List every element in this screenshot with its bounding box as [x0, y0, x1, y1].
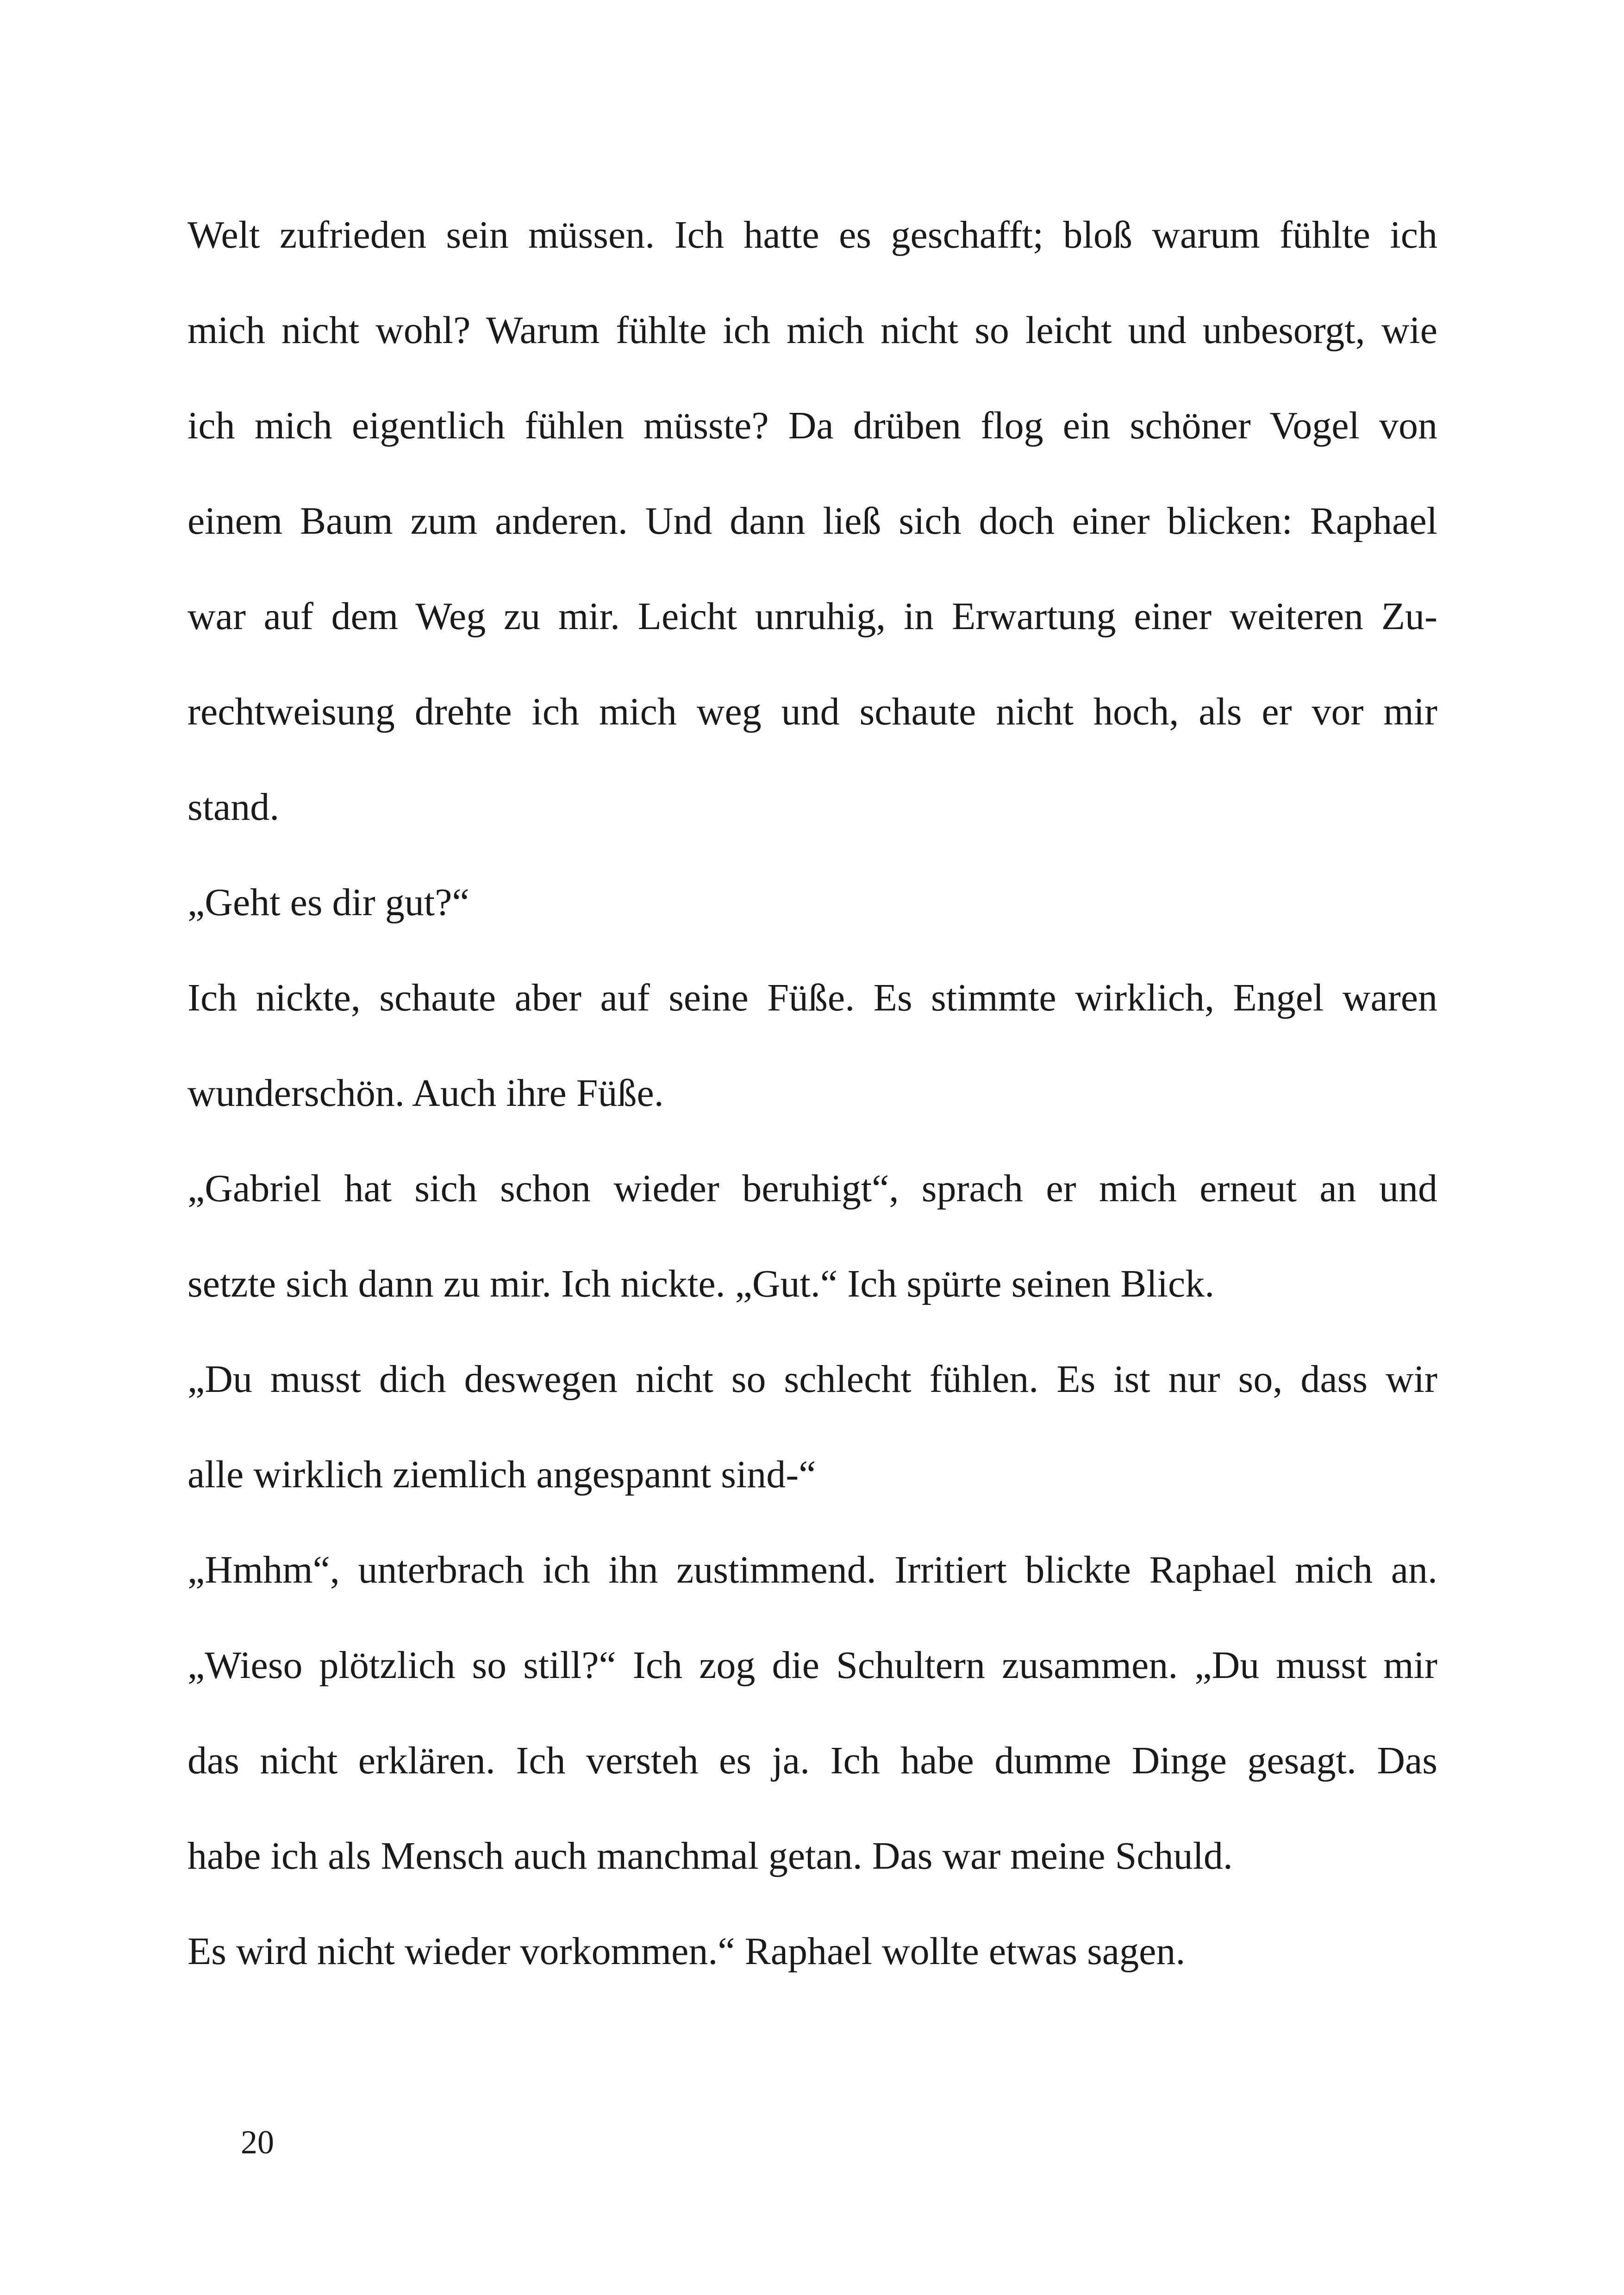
text-line: „Du musst dich deswegen nicht so schlecht fühlen. Es ist nur so, dass wir: [187, 1358, 1437, 1401]
text-line: „Wieso plötzlich so still?“ Ich zog die Schultern zusammen. „Du musst mir: [187, 1644, 1437, 1687]
text-line: stand.: [187, 786, 280, 829]
page-number: 20: [241, 2124, 274, 2161]
text-line: habe ich als Mensch auch manchmal getan. Das war meine Schuld.: [187, 1834, 1233, 1877]
text-line: „Gabriel hat sich schon wieder beruhigt“, sprach er mich erneut an und: [187, 1167, 1437, 1210]
text-line: war auf dem Weg zu mir. Leicht unruhig, in Erwartung einer weiteren Zu-: [187, 595, 1437, 638]
text-line: rechtweisung drehte ich mich weg und schaute nicht hoch, als er vor mir: [187, 690, 1437, 733]
text-line: ich mich eigentlich fühlen müsste? Da drüben flog ein schöner Vogel von: [187, 404, 1437, 447]
text-line: alle wirklich ziemlich angespannt sind-“: [187, 1453, 816, 1496]
text-line: das nicht erklären. Ich versteh es ja. Ich habe dumme Dinge gesagt. Das: [187, 1739, 1437, 1782]
text-line: setzte sich dann zu mir. Ich nickte. „Gut.“ Ich spürte seinen Blick.: [187, 1262, 1215, 1305]
text-line: mich nicht wohl? Warum fühlte ich mich nicht so leicht und unbesorgt, wie: [187, 309, 1437, 352]
text-line: Ich nickte, schaute aber auf seine Füße. Es stimmte wirklich, Engel waren: [187, 976, 1437, 1019]
text-line: „Hmhm“, unterbrach ich ihn zustimmend. Irritiert blickte Raphael mich an.: [187, 1548, 1437, 1591]
text-line: einem Baum zum anderen. Und dann ließ sich doch einer blicken: Raphael: [187, 499, 1437, 543]
text-line: Welt zufrieden sein müssen. Ich hatte es geschafft; bloß warum fühlte ich: [187, 213, 1437, 256]
text-line: wunderschön. Auch ihre Füße.: [187, 1072, 664, 1115]
text-line: „Geht es dir gut?“: [187, 881, 469, 924]
text-line: Es wird nicht wieder vorkommen.“ Raphael wollte etwas sagen.: [187, 1930, 1186, 1973]
